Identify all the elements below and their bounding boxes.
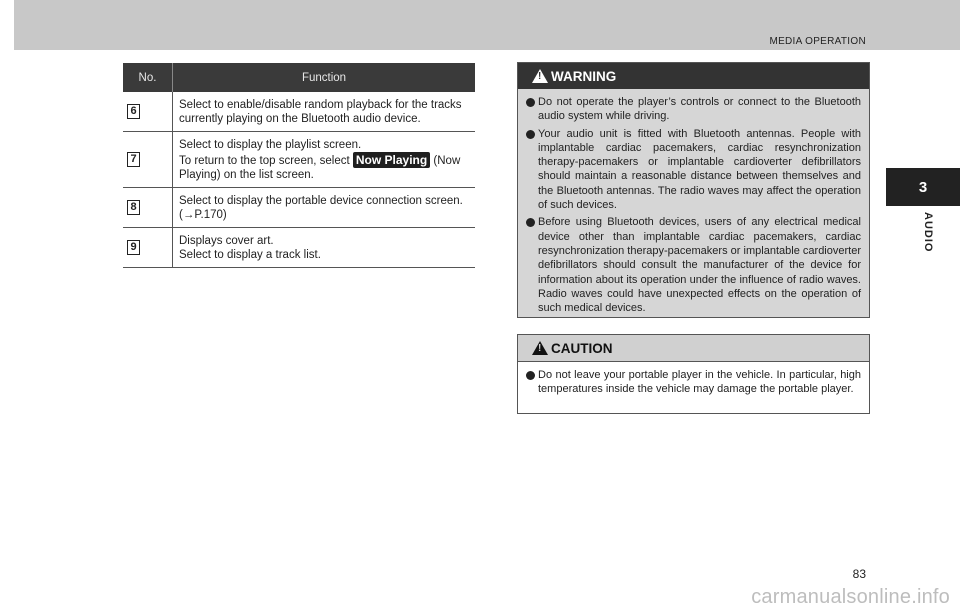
bullet-icon: [526, 130, 535, 139]
function-cell: Select to display the playlist screen. To return to the top screen, select Now Playing (Now Playing) on the list screen.: [173, 132, 476, 188]
warning-box: [517, 62, 870, 318]
list-item: Before using Bluetooth devices, users of any electrical medical device other than implantable cardiac pacemakers, cardiac resynchronization therapy-pacemakers or implantable cardioverter defibrillators should consult the manufacturer of the device for information about its operation under the influence of radio waves. Radio waves could have unexpected effects on the operation of such medical devices.: [526, 215, 861, 315]
column-header-function: Function: [173, 63, 476, 92]
warning-icon: !: [532, 69, 548, 83]
row-number: 6: [127, 104, 140, 119]
caution-icon: !: [532, 341, 548, 355]
table-row: [123, 132, 475, 188]
table-row: [123, 228, 475, 268]
now-playing-button: Now Playing: [353, 152, 430, 168]
caution-box: [517, 334, 870, 414]
bullet-icon: [526, 371, 535, 380]
row-number: 8: [127, 200, 140, 215]
warning-header: [518, 63, 869, 89]
function-cell: Select to display the portable device connection screen. (→P.170): [173, 188, 476, 228]
list-item: Do not operate the player’s controls or connect to the Bluetooth audio system while driving.: [526, 95, 861, 124]
chapter-tab: 3: [886, 168, 960, 206]
function-table: [123, 63, 475, 268]
list-item: Your audio unit is fitted with Bluetooth antennas. People with implantable cardiac pacemakers, cardiac resynchronization therapy-pacemakers or implantable cardioverter defibrillators should maintain a reasonable distance between themselves and the Bluetooth antennas. The radio waves may affect the operation of such devices.: [526, 127, 861, 213]
function-cell: Displays cover art. Select to display a track list.: [173, 228, 476, 268]
warning-list: [518, 89, 869, 315]
function-cell: Select to enable/disable random playback for the tracks currently playing on the Bluetooth audio device.: [173, 92, 476, 132]
chapter-label: AUDIO: [922, 212, 934, 253]
bullet-icon: [526, 218, 535, 227]
page-number: 83: [852, 567, 866, 581]
row-number: 7: [127, 152, 140, 167]
table-row: [123, 92, 475, 132]
section-title: MEDIA OPERATION: [769, 36, 866, 47]
caution-header: [518, 335, 869, 362]
column-header-no: No.: [123, 63, 173, 92]
list-item: Do not leave your portable player in the vehicle. In particular, high temperatures inside the vehicle may damage the portable player.: [526, 368, 861, 397]
caution-title: CAUTION: [551, 340, 613, 356]
row-number: 9: [127, 240, 140, 255]
table-header-row: [123, 63, 475, 92]
caution-list: [518, 362, 869, 397]
table-row: [123, 188, 475, 228]
bullet-icon: [526, 98, 535, 107]
watermark: carmanualsonline.info: [751, 586, 950, 608]
warning-title: WARNING: [551, 68, 617, 84]
